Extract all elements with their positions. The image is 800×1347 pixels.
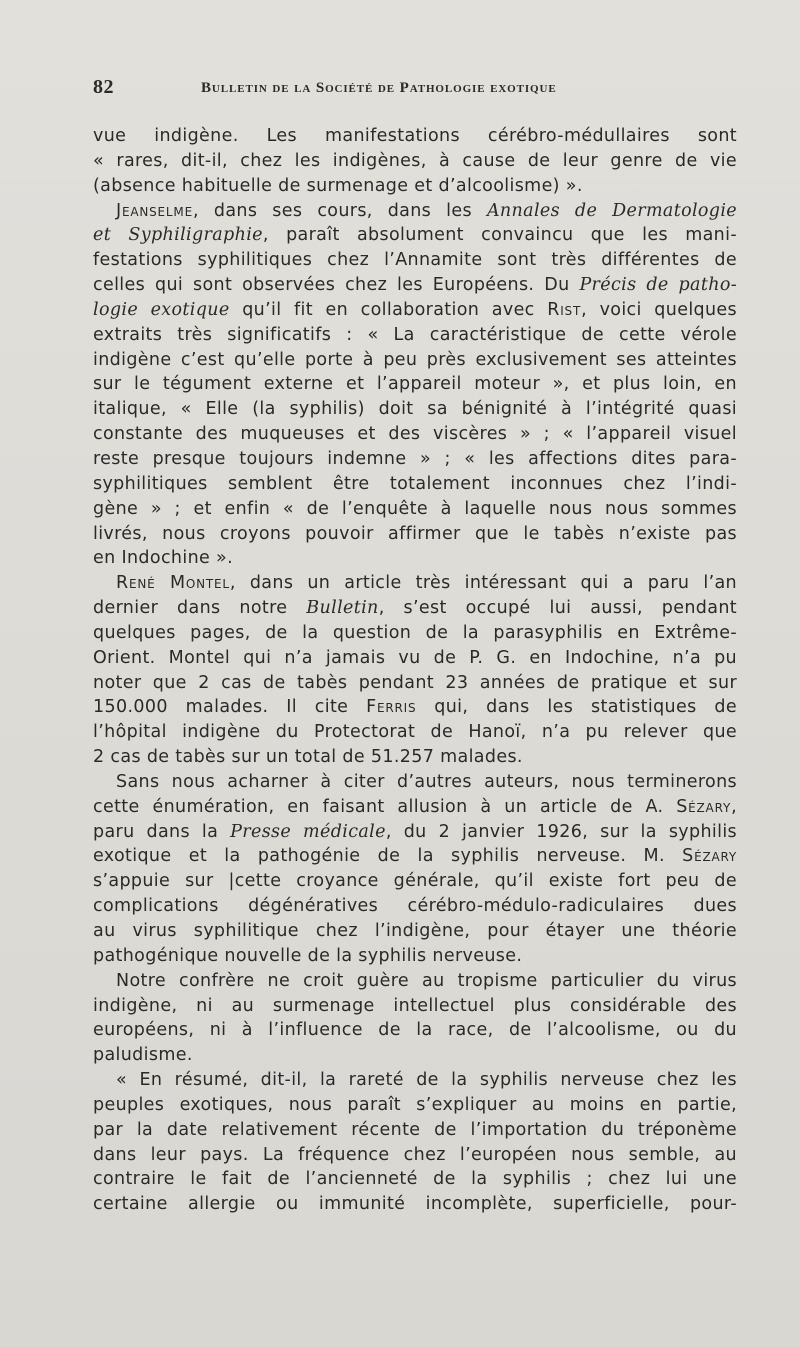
author-name: Sézary xyxy=(682,846,737,867)
text-line: l’hôpital indigène du Protectorat de Hanoï, n’a pu relever que xyxy=(93,722,737,743)
italic-text: Annales de Dermatologie xyxy=(486,200,738,221)
text-line: indigène c’est qu’elle porte à peu près exclusivement ses atteintes xyxy=(93,349,737,370)
text-line: « En résumé, dit-il, la rareté de la syphilis nerveuse chez les xyxy=(116,1070,737,1091)
body-text xyxy=(93,124,737,1217)
running-head xyxy=(93,76,653,106)
text-line: quelques pages, de la question de la parasyphilis en Extrême- xyxy=(93,622,737,643)
text-line xyxy=(93,199,737,224)
text-segment: , dans ses cours, dans les xyxy=(192,200,487,221)
text-line: contraire le fait de l’ancienneté de la syphilis ; chez lui une xyxy=(93,1169,737,1190)
text-segment: , paraît absolument convaincu que les mani- xyxy=(262,225,738,246)
text-line xyxy=(93,596,737,621)
text-line: reste presque toujours indemne » ; « les affections dites para- xyxy=(93,448,737,469)
page-number: 82 xyxy=(93,76,114,98)
text-line: européens, ni à l’influence de la race, de l’alcoolisme, ou du xyxy=(93,1020,737,1041)
author-name: Sézary xyxy=(676,796,732,817)
author-name: Ferris xyxy=(366,697,417,718)
author-name: René Montel xyxy=(116,573,230,594)
text-segment: exotique et la pathogénie de la syphilis nerveuse. M. xyxy=(93,846,683,867)
text-line: festations syphilitiques chez l’Annamite sont très différentes de xyxy=(93,250,737,271)
text-line: complications dégénératives cérébro-médulo-radiculaires dues xyxy=(93,896,737,917)
text-segment: 150.000 malades. Il cite xyxy=(93,697,367,718)
text-line: extraits très significatifs : « La caractéristique de cette vérole xyxy=(93,324,737,345)
author-name: Rist xyxy=(547,299,582,320)
text-line: sur le tégument externe et l’appareil moteur », et plus loin, en xyxy=(93,374,737,395)
author-name: Jeanselme xyxy=(116,200,193,221)
text-line: Sans nous acharner à citer d’autres auteurs, nous terminerons xyxy=(116,771,737,792)
text-line xyxy=(93,273,737,298)
text-line: au virus syphilitique chez l’indigène, pour étayer une théorie xyxy=(93,921,737,941)
text-line xyxy=(93,223,737,248)
text-line xyxy=(93,571,737,596)
text-line: en Indochine ». xyxy=(93,548,234,569)
text-line xyxy=(93,298,737,323)
italic-text: logie exotique xyxy=(93,299,230,320)
text-segment: cette énumération, en faisant allusion à un article de A. xyxy=(93,796,677,817)
text-line: vue indigène. Les manifestations cérébro-médullaires sont xyxy=(93,126,737,146)
text-line: gène » ; et enfin « de l’enquête à laquelle nous nous sommes xyxy=(93,498,737,519)
text-line: paludisme. xyxy=(93,1045,193,1066)
italic-text: Presse médicale xyxy=(230,821,386,842)
text-segment: dernier dans notre xyxy=(93,598,307,619)
journal-title: Bulletin de la Société de Pathologie exotique xyxy=(201,80,557,96)
text-line: (absence habituelle de surmenage et d’alcoolisme) ». xyxy=(93,175,583,196)
italic-text: Précis de patho- xyxy=(579,275,737,296)
text-line: par la date relativement récente de l’importation du tréponème xyxy=(93,1119,737,1140)
text-line: s’appuie sur |cette croyance générale, qu’il existe fort peu de xyxy=(93,871,737,892)
text-line xyxy=(93,695,737,720)
text-line: « rares, dit-il, chez les indigènes, à cause de leur genre de vie xyxy=(93,150,737,171)
text-line: Orient. Montel qui n’a jamais vu de P. G. en Indochine, n’a pu xyxy=(93,647,737,668)
text-line: certaine allergie ou immunité incomplète, superficielle, pour- xyxy=(93,1194,737,1215)
text-segment: qu’il fit en collaboration avec xyxy=(229,299,548,320)
text-segment: qui, dans les statistiques de xyxy=(416,697,737,718)
text-segment: , s’est occupé lui aussi, pendant xyxy=(378,598,737,619)
text-segment: , dans un article très intéressant qui a paru l’an xyxy=(229,573,738,594)
text-line xyxy=(93,820,737,845)
text-line: pathogénique nouvelle de la syphilis nerveuse. xyxy=(93,945,523,966)
text-line: indigène, ni au surmenage intellectuel plus considérable des xyxy=(93,995,737,1016)
italic-text: et Syphiligraphie xyxy=(93,225,263,246)
text-line: Notre confrère ne croit guère au tropisme particulier du virus xyxy=(116,970,737,991)
text-line: noter que 2 cas de tabès pendant 23 années de pratique et sur xyxy=(93,672,737,693)
text-line: peuples exotiques, nous paraît s’expliquer au moins en partie, xyxy=(93,1094,737,1115)
text-line: constante des muqueuses et des viscères » ; « l’appareil visuel xyxy=(93,424,737,445)
text-segment: , xyxy=(731,796,737,817)
text-line: livrés, nous croyons pouvoir affirmer que le tabès n’existe pas xyxy=(93,523,737,544)
text-line: italique, « Elle (la syphilis) doit sa bénignité à l’intégrité quasi xyxy=(93,399,737,420)
text-segment: , voici quelques xyxy=(581,299,738,320)
text-line xyxy=(93,795,737,820)
text-line: syphilitiques semblent être totalement inconnues chez l’indi- xyxy=(93,473,737,494)
text-segment: , du 2 janvier 1926, sur la syphilis xyxy=(385,821,737,842)
text-line: 2 cas de tabès sur un total de 51.257 malades. xyxy=(93,747,523,768)
text-line: dans leur pays. La fréquence chez l’européen nous semble, au xyxy=(93,1144,737,1165)
text-line xyxy=(93,844,737,869)
text-segment: paru dans la xyxy=(93,821,231,842)
text-segment: celles qui sont observées chez les Européens. Du xyxy=(93,275,580,296)
italic-text: Bulletin xyxy=(306,598,379,619)
